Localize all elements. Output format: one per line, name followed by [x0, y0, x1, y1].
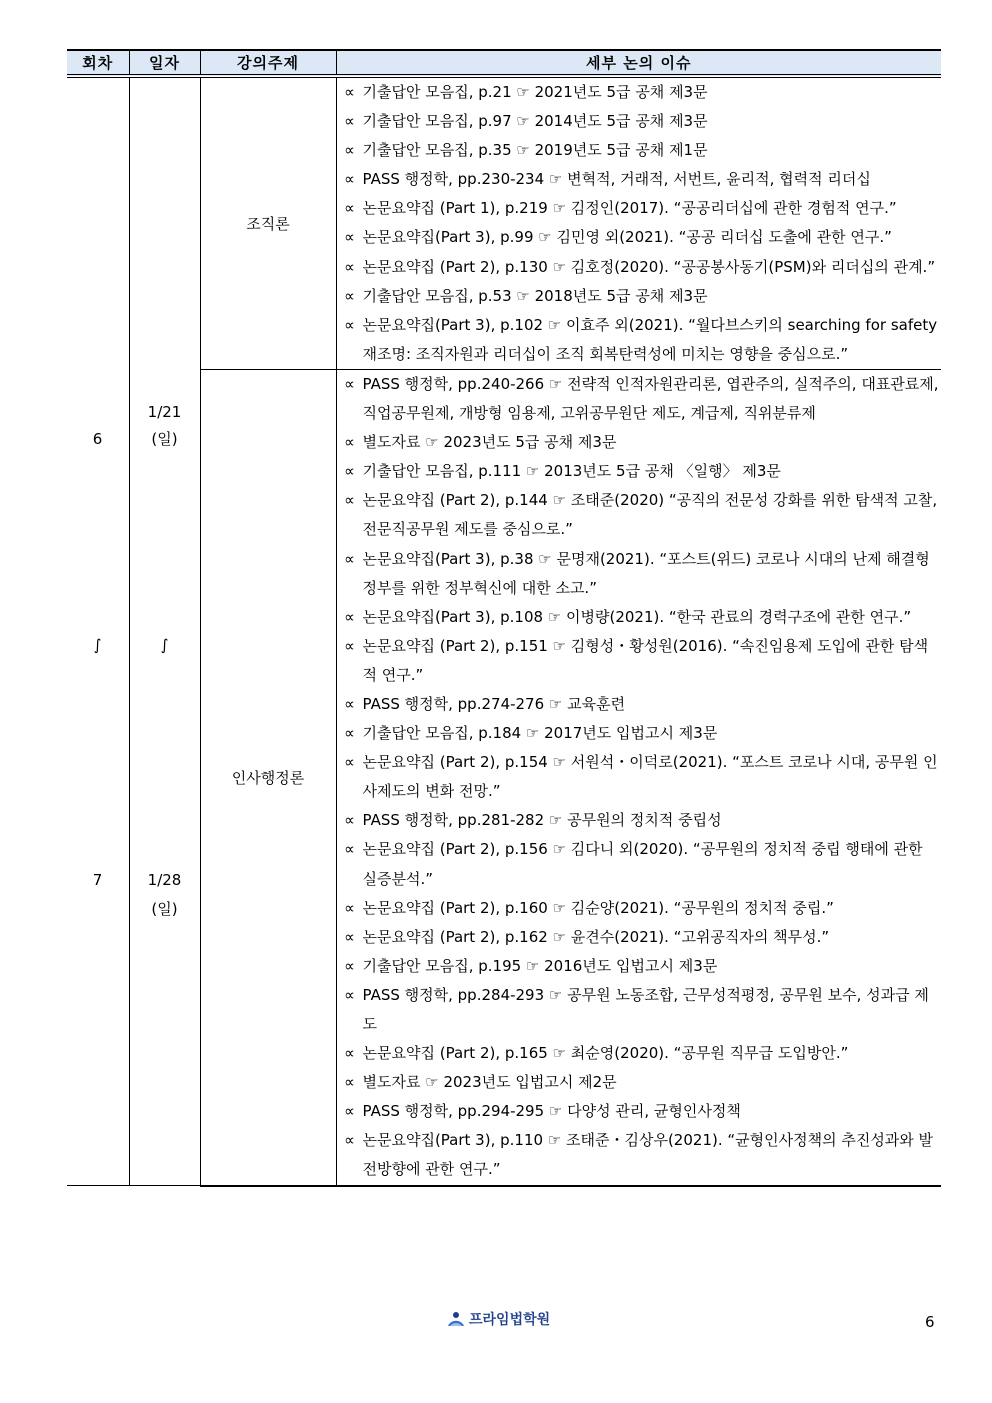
issue-text: 논문요약집(Part 3), p.110 ☞ 조태준・김상우(2021). “균형인사정책의 추진성과와 발전방향에 관한 연구.” — [362, 1131, 934, 1179]
issue-text: 논문요약집(Part 3), p.102 ☞ 이효주 외(2021). “월다브스키의 searching for safety 재조명: 조직자원과 리더십이 조직 회복탄력성에 미치는 영향을 중심으로.” — [362, 315, 938, 363]
topic-personnel: 인사행정론 — [200, 369, 336, 1185]
issue-item — [337, 748, 942, 806]
header-topic: 강의주제 — [200, 50, 336, 76]
issue-item — [337, 136, 942, 165]
footer-logo-text: 프라임법학원 — [469, 1312, 551, 1328]
bullet-mark: ∝ — [344, 898, 355, 917]
issue-item — [337, 457, 942, 486]
bullet-mark: ∝ — [344, 1102, 355, 1121]
bullet-mark: ∝ — [344, 694, 355, 713]
bullet-mark: ∝ — [344, 1044, 355, 1063]
issue-text: PASS 행정학, pp.240-266 ☞ 전략적 인적자원관리론, 엽관주의, 실적주의, 대표관료제, 직업공무원제, 개방형 임용제, 고위공무원단 제도, 계급제, 직위분류제 — [362, 374, 939, 423]
range-mark-date: ∫ — [160, 636, 169, 654]
bullet-mark: ∝ — [344, 840, 355, 859]
issue-text: 논문요약집 (Part 2), p.154 ☞ 서원석・이덕로(2021). “포스트 코로나 시대, 공무원 인사제도의 변화 전망.” — [362, 753, 938, 801]
issue-item — [337, 165, 942, 194]
issue-item — [337, 632, 942, 690]
session-number-6: 6 — [92, 430, 103, 448]
session-day-7: (일) — [151, 900, 178, 918]
issue-item — [337, 545, 942, 603]
bullet-mark: ∝ — [344, 199, 355, 218]
session-day-6: (일) — [151, 430, 178, 448]
issue-item — [337, 311, 942, 369]
table-header-row — [67, 50, 941, 76]
issue-text: 논문요약집(Part 3), p.99 ☞ 김민영 외(2021). “공공 리더십 도출에 관한 연구.” — [362, 228, 892, 247]
issue-item — [337, 690, 942, 719]
footer-logo — [447, 1309, 550, 1329]
issue-text: 기출답안 모음집, p.35 ☞ 2019년도 5급 공채 제1문 — [362, 141, 708, 160]
issue-item — [337, 952, 942, 981]
issue-text: 기출답안 모음집, p.195 ☞ 2016년도 입법고시 제3문 — [362, 956, 718, 975]
bullet-mark: ∝ — [344, 491, 355, 510]
issue-item — [337, 835, 942, 893]
bullet-mark: ∝ — [344, 141, 355, 160]
issue-item — [337, 253, 942, 282]
bullet-mark: ∝ — [344, 549, 355, 568]
bullet-mark: ∝ — [344, 811, 355, 830]
issue-text: PASS 행정학, pp.281-282 ☞ 공무원의 정치적 중립성 — [362, 811, 722, 830]
issue-text: 기출답안 모음집, p.184 ☞ 2017년도 입법고시 제3문 — [362, 724, 718, 743]
range-mark-session: ∫ — [93, 636, 102, 654]
issue-item — [337, 894, 942, 923]
bullet-mark: ∝ — [344, 83, 355, 101]
issue-text: 기출답안 모음집, p.53 ☞ 2018년도 5급 공채 제3문 — [362, 286, 708, 305]
header-date: 일자 — [129, 50, 200, 76]
issue-text: 논문요약집 (Part 2), p.151 ☞ 김형성・황성원(2016). “속진임용제 도입에 관한 탐색적 연구.” — [362, 636, 929, 684]
bullet-mark: ∝ — [344, 1073, 355, 1092]
bullet-mark: ∝ — [344, 257, 355, 276]
issue-item — [337, 1097, 942, 1126]
issue-text: PASS 행정학, pp.294-295 ☞ 다양성 관리, 균형인사정책 — [362, 1102, 741, 1121]
issue-item — [337, 806, 942, 835]
issue-item — [337, 223, 942, 252]
bullet-mark: ∝ — [344, 753, 355, 772]
topic-organization: 조직론 — [200, 76, 336, 369]
issue-item — [337, 78, 942, 107]
issue-item — [337, 923, 942, 952]
session-date-6: 1/21 — [147, 403, 182, 421]
session-number-7: 7 — [92, 871, 103, 889]
bullet-mark: ∝ — [344, 1131, 355, 1150]
issue-text: 기출답안 모음집, p.97 ☞ 2014년도 5급 공채 제3문 — [362, 112, 708, 131]
issue-text: 논문요약집 (Part 2), p.130 ☞ 김호정(2020). “공공봉사동기(PSM)와 리더십의 관계.” — [362, 257, 936, 276]
issue-item — [337, 1126, 942, 1184]
issue-text: 논문요약집 (Part 2), p.156 ☞ 김다니 외(2020). “공무원의 정치적 중립 행태에 관한 실증분석.” — [362, 840, 923, 888]
lecture-schedule-table — [67, 49, 941, 1187]
bullet-mark: ∝ — [344, 433, 355, 452]
bullet-mark: ∝ — [344, 636, 355, 655]
issue-item — [337, 981, 942, 1039]
issue-item — [337, 282, 942, 311]
issue-list-organization — [336, 76, 941, 369]
issue-text: 기출답안 모음집, p.21 ☞ 2021년도 5급 공채 제3문 — [362, 83, 708, 101]
issue-text: 별도자료 ☞ 2023년도 5급 공채 제3문 — [362, 433, 617, 452]
header-session: 회차 — [67, 50, 129, 76]
issue-item — [337, 370, 942, 428]
bullet-mark: ∝ — [344, 170, 355, 189]
bullet-mark: ∝ — [344, 985, 355, 1004]
issue-text: PASS 행정학, pp.284-293 ☞ 공무원 노동조합, 근무성적평정, 공무원 보수, 성과급 제도 — [362, 985, 929, 1033]
issue-item — [337, 1068, 942, 1097]
issue-text: 논문요약집(Part 3), p.38 ☞ 문명재(2021). “포스트(위드) 코로나 시대의 난제 해결형 정부를 위한 정부혁신에 대한 소고.” — [362, 549, 930, 597]
academy-logo-icon — [447, 1311, 465, 1327]
issue-text: PASS 행정학, pp.230-234 ☞ 변혁적, 거래적, 서번트, 윤리적, 협력적 리더십 — [362, 170, 871, 189]
bullet-mark: ∝ — [344, 956, 355, 975]
page-number: 6 — [925, 1313, 935, 1331]
issue-text: 논문요약집 (Part 2), p.160 ☞ 김순양(2021). “공무원의 정치적 중립.” — [362, 898, 834, 917]
issue-list-personnel — [336, 369, 941, 1185]
issue-item — [337, 719, 942, 748]
bullet-mark: ∝ — [344, 112, 355, 131]
issue-text: 논문요약집 (Part 2), p.162 ☞ 윤견수(2021). “고위공직자의 책무성.” — [362, 927, 830, 946]
issue-text: 논문요약집 (Part 2), p.144 ☞ 조태준(2020) “공직의 전문성 강화를 위한 탐색적 고찰, 전문직공무원 제도를 중심으로.” — [362, 491, 938, 539]
issue-item — [337, 1039, 942, 1068]
bullet-mark: ∝ — [344, 462, 355, 481]
issue-item — [337, 428, 942, 457]
bullet-mark: ∝ — [344, 228, 355, 247]
header-issues: 세부 논의 이슈 — [336, 50, 941, 76]
issue-text: 논문요약집 (Part 1), p.219 ☞ 김정인(2017). “공공리더십에 관한 경험적 연구.” — [362, 199, 897, 218]
bullet-mark: ∝ — [344, 315, 355, 334]
issue-text: 논문요약집 (Part 2), p.165 ☞ 최순영(2020). “공무원 직무급 도입방안.” — [362, 1044, 849, 1063]
bullet-mark: ∝ — [344, 927, 355, 946]
bullet-mark: ∝ — [344, 374, 355, 393]
bullet-mark: ∝ — [344, 286, 355, 305]
issue-text: 논문요약집(Part 3), p.108 ☞ 이병량(2021). “한국 관료의 경력구조에 관한 연구.” — [362, 607, 912, 626]
bullet-mark: ∝ — [344, 607, 355, 626]
issue-text: PASS 행정학, pp.274-276 ☞ 교육훈련 — [362, 694, 626, 713]
bullet-mark: ∝ — [344, 724, 355, 743]
session-date-7: 1/28 — [147, 871, 182, 889]
issue-item — [337, 107, 942, 136]
issue-text: 별도자료 ☞ 2023년도 입법고시 제2문 — [362, 1073, 617, 1092]
table-row — [67, 76, 941, 369]
issue-item — [337, 194, 942, 223]
issue-item — [337, 486, 942, 544]
issue-text: 기출답안 모음집, p.111 ☞ 2013년도 5급 공채 〈일행〉 제3문 — [362, 462, 781, 481]
issue-item — [337, 603, 942, 632]
